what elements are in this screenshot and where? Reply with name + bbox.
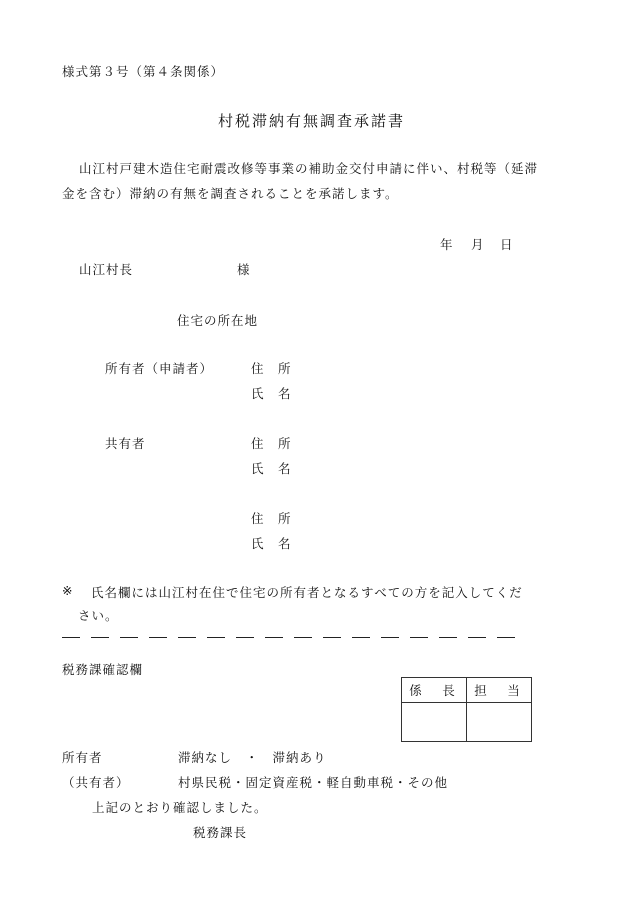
cut-dash <box>178 637 196 638</box>
addressee-name: 山江村長 <box>79 262 134 277</box>
body-text-line-2: 金を含む）滞納の有無を調査されることを承諾します。 <box>62 186 399 201</box>
form-number: 様式第３号（第４条関係） <box>62 64 225 79</box>
cut-dash <box>236 637 254 638</box>
confirmation-text: 上記のとおり確認しました。 <box>92 800 268 815</box>
cut-dash <box>439 637 457 638</box>
note-line-1: 氏名欄には山江村在住で住宅の所有者となるすべての方を記入してくだ <box>91 585 523 600</box>
note-mark: ※ <box>62 583 74 598</box>
cut-dash <box>352 637 370 638</box>
cut-dash <box>62 637 80 638</box>
addressee-honorific: 様 <box>237 262 251 277</box>
body-text-line-1: 山江村戸建木造住宅耐震改修等事業の補助金交付申請に伴い、村税等（延滞 <box>79 161 539 176</box>
cut-dash <box>207 637 225 638</box>
tax-confirmation-heading: 税務課確認欄 <box>62 662 144 677</box>
cut-dash <box>265 637 283 638</box>
tax-owner-label: 所有者 <box>62 750 103 765</box>
date-year-label: 年 <box>440 237 454 252</box>
note-line-2: さい。 <box>78 608 119 623</box>
section-chief-stamp-cell <box>402 703 467 742</box>
date-month-label: 月 <box>471 237 485 252</box>
cut-dash <box>120 637 138 638</box>
co-owner-2-name-label: 氏 名 <box>251 536 292 551</box>
tax-section-chief-signatory: 税務課長 <box>193 825 248 840</box>
date-day-label: 日 <box>500 237 514 252</box>
co-owner-name-label: 氏 名 <box>251 461 292 476</box>
cut-dash <box>294 637 312 638</box>
arrears-status: 滞納なし ・ 滞納あり <box>178 750 327 765</box>
co-owner-2-address-label: 住 所 <box>251 511 292 526</box>
tax-co-owner-label: （共有者） <box>62 775 130 790</box>
co-owner-label: 共有者 <box>105 436 146 451</box>
cut-line <box>62 630 515 638</box>
owner-address-label: 住 所 <box>251 361 292 376</box>
owner-name-label: 氏 名 <box>251 386 292 401</box>
cut-dash <box>323 637 341 638</box>
staff-header: 担 当 <box>467 678 532 703</box>
co-owner-address-label: 住 所 <box>251 436 292 451</box>
cut-dash <box>497 637 515 638</box>
staff-stamp-cell <box>467 703 532 742</box>
owner-applicant-label: 所有者（申請者） <box>105 361 214 376</box>
housing-location-label: 住宅の所在地 <box>177 313 259 328</box>
cut-dash <box>149 637 167 638</box>
approval-stamp-table <box>401 677 532 742</box>
tax-types: 村県民税・固定資産税・軽自動車税・その他 <box>178 775 449 790</box>
cut-dash <box>410 637 428 638</box>
document-title: 村税滞納有無調査承諾書 <box>218 112 406 130</box>
cut-dash <box>381 637 399 638</box>
cut-dash <box>91 637 109 638</box>
section-chief-header: 係 長 <box>402 678 467 703</box>
cut-dash <box>468 637 486 638</box>
